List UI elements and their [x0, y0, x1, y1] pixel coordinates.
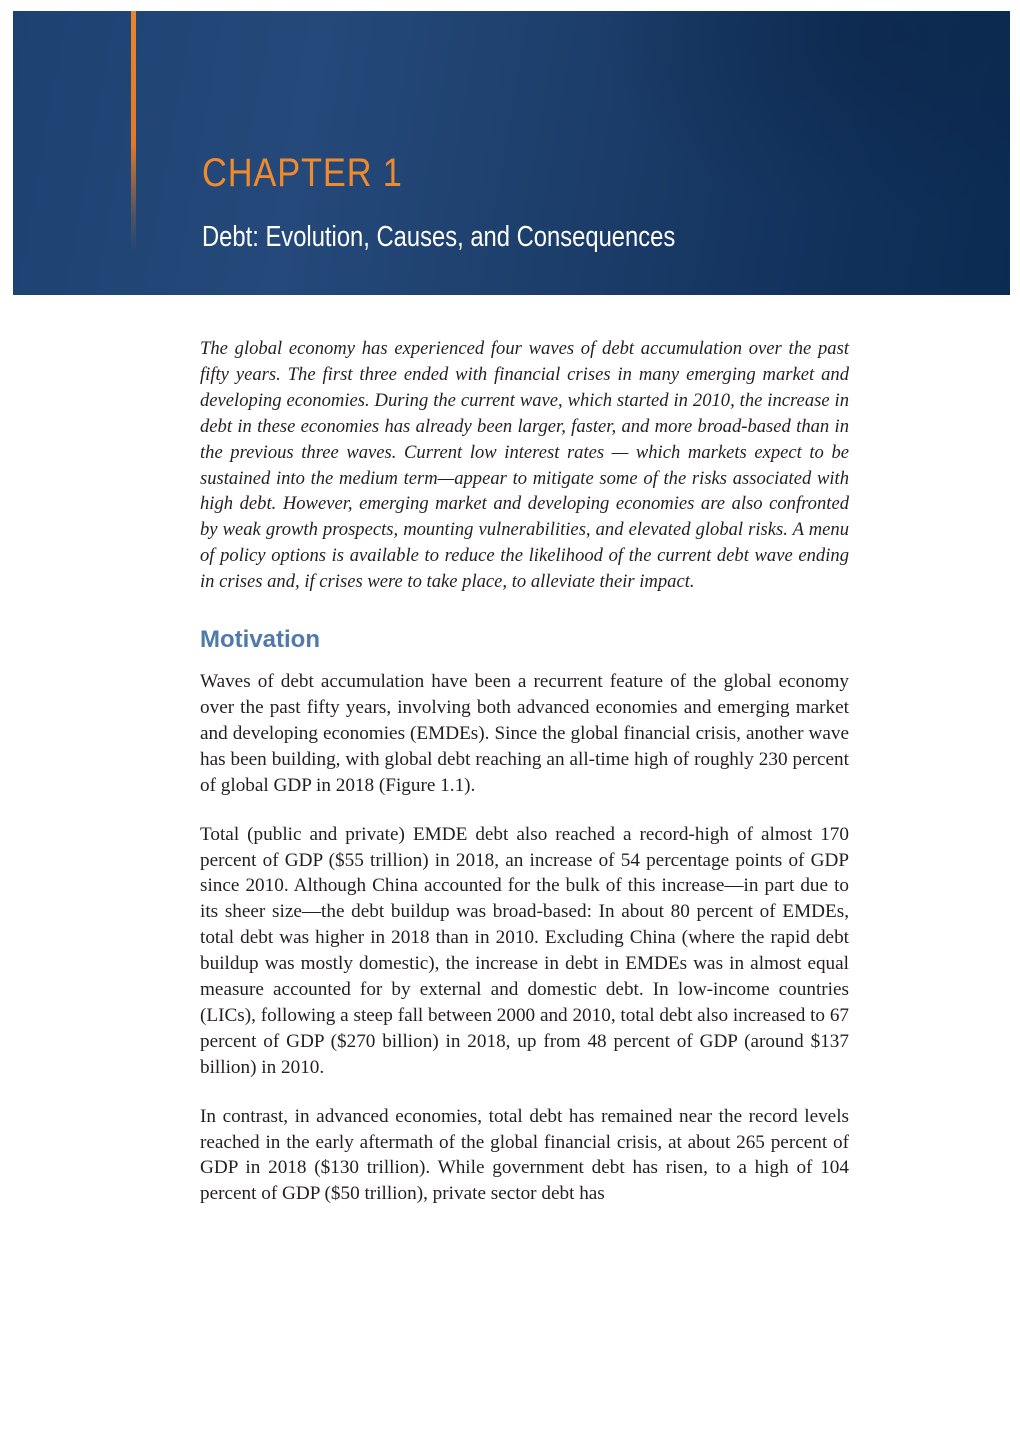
chapter-abstract: The global economy has experienced four waves of debt accumulation over the past fifty years. The first three ended with financial crises in many emerging market and developing economies. During the current wave, which started in 2010, the increase in debt in these economies has already been larger, faster, and more broad-based than in the previous three waves. Current low interest rates — which markets expect to be sustained into the medium term—appear to mitigate some of the risks associated with high debt. However, emerging market and developing economies are also confronted by weak growth prospects, mounting vulnerabilities, and elevated global risks. A menu of policy options is available to reduce the likelihood of the current debt wave ending in crises and, if crises were to take place, to alleviate their impact. — [200, 338, 849, 593]
accent-bar — [131, 11, 136, 251]
body-paragraph-3: In contrast, in advanced economies, total debt has remained near the record levels reached in the early aftermath of the global financial crisis, at about 265 percent of GDP in 2018 ($130 trillion). While government debt has risen, to a high of 104 percent of GDP ($50 trillion), private sector debt has — [200, 1105, 849, 1205]
chapter-label: CHAPTER 1 — [202, 151, 403, 195]
chapter-title: Debt: Evolution, Causes, and Consequences — [202, 221, 676, 253]
body-paragraph-2: Total (public and private) EMDE debt also reached a record-high of almost 170 percent of GDP ($55 trillion) in 2018, an increase of 54 percentage points of GDP since 2010. Although China accounted for the bulk of this increase—in part due to its sheer size—the debt buildup was broad-based: In about 80 percent of EMDEs, total debt was higher in 2018 than in 2010. Excluding China (where the rapid debt buildup was mostly domestic), the increase in debt in EMDEs was in almost equal measure accounted for by external and domestic debt. In low-income countries (LICs), following a steep fall between 2000 and 2010, total debt also increased to 67 percent of GDP ($270 billion) in 2018, up from 48 percent of GDP (around $137 billion) in 2010. — [200, 823, 850, 1078]
chapter-banner — [13, 11, 1010, 295]
body-paragraph-1: Waves of debt accumulation have been a recurrent feature of the global economy over the past fifty years, involving both advanced economies and emerging market and developing economies (EMDEs). Since the global financial crisis, another wave has been building, with global debt reaching an all-time high of roughly 230 percent of global GDP in 2018 (Figure 1.1). — [200, 671, 849, 796]
section-heading-motivation: Motivation — [200, 626, 320, 654]
page-content — [200, 336, 849, 1207]
